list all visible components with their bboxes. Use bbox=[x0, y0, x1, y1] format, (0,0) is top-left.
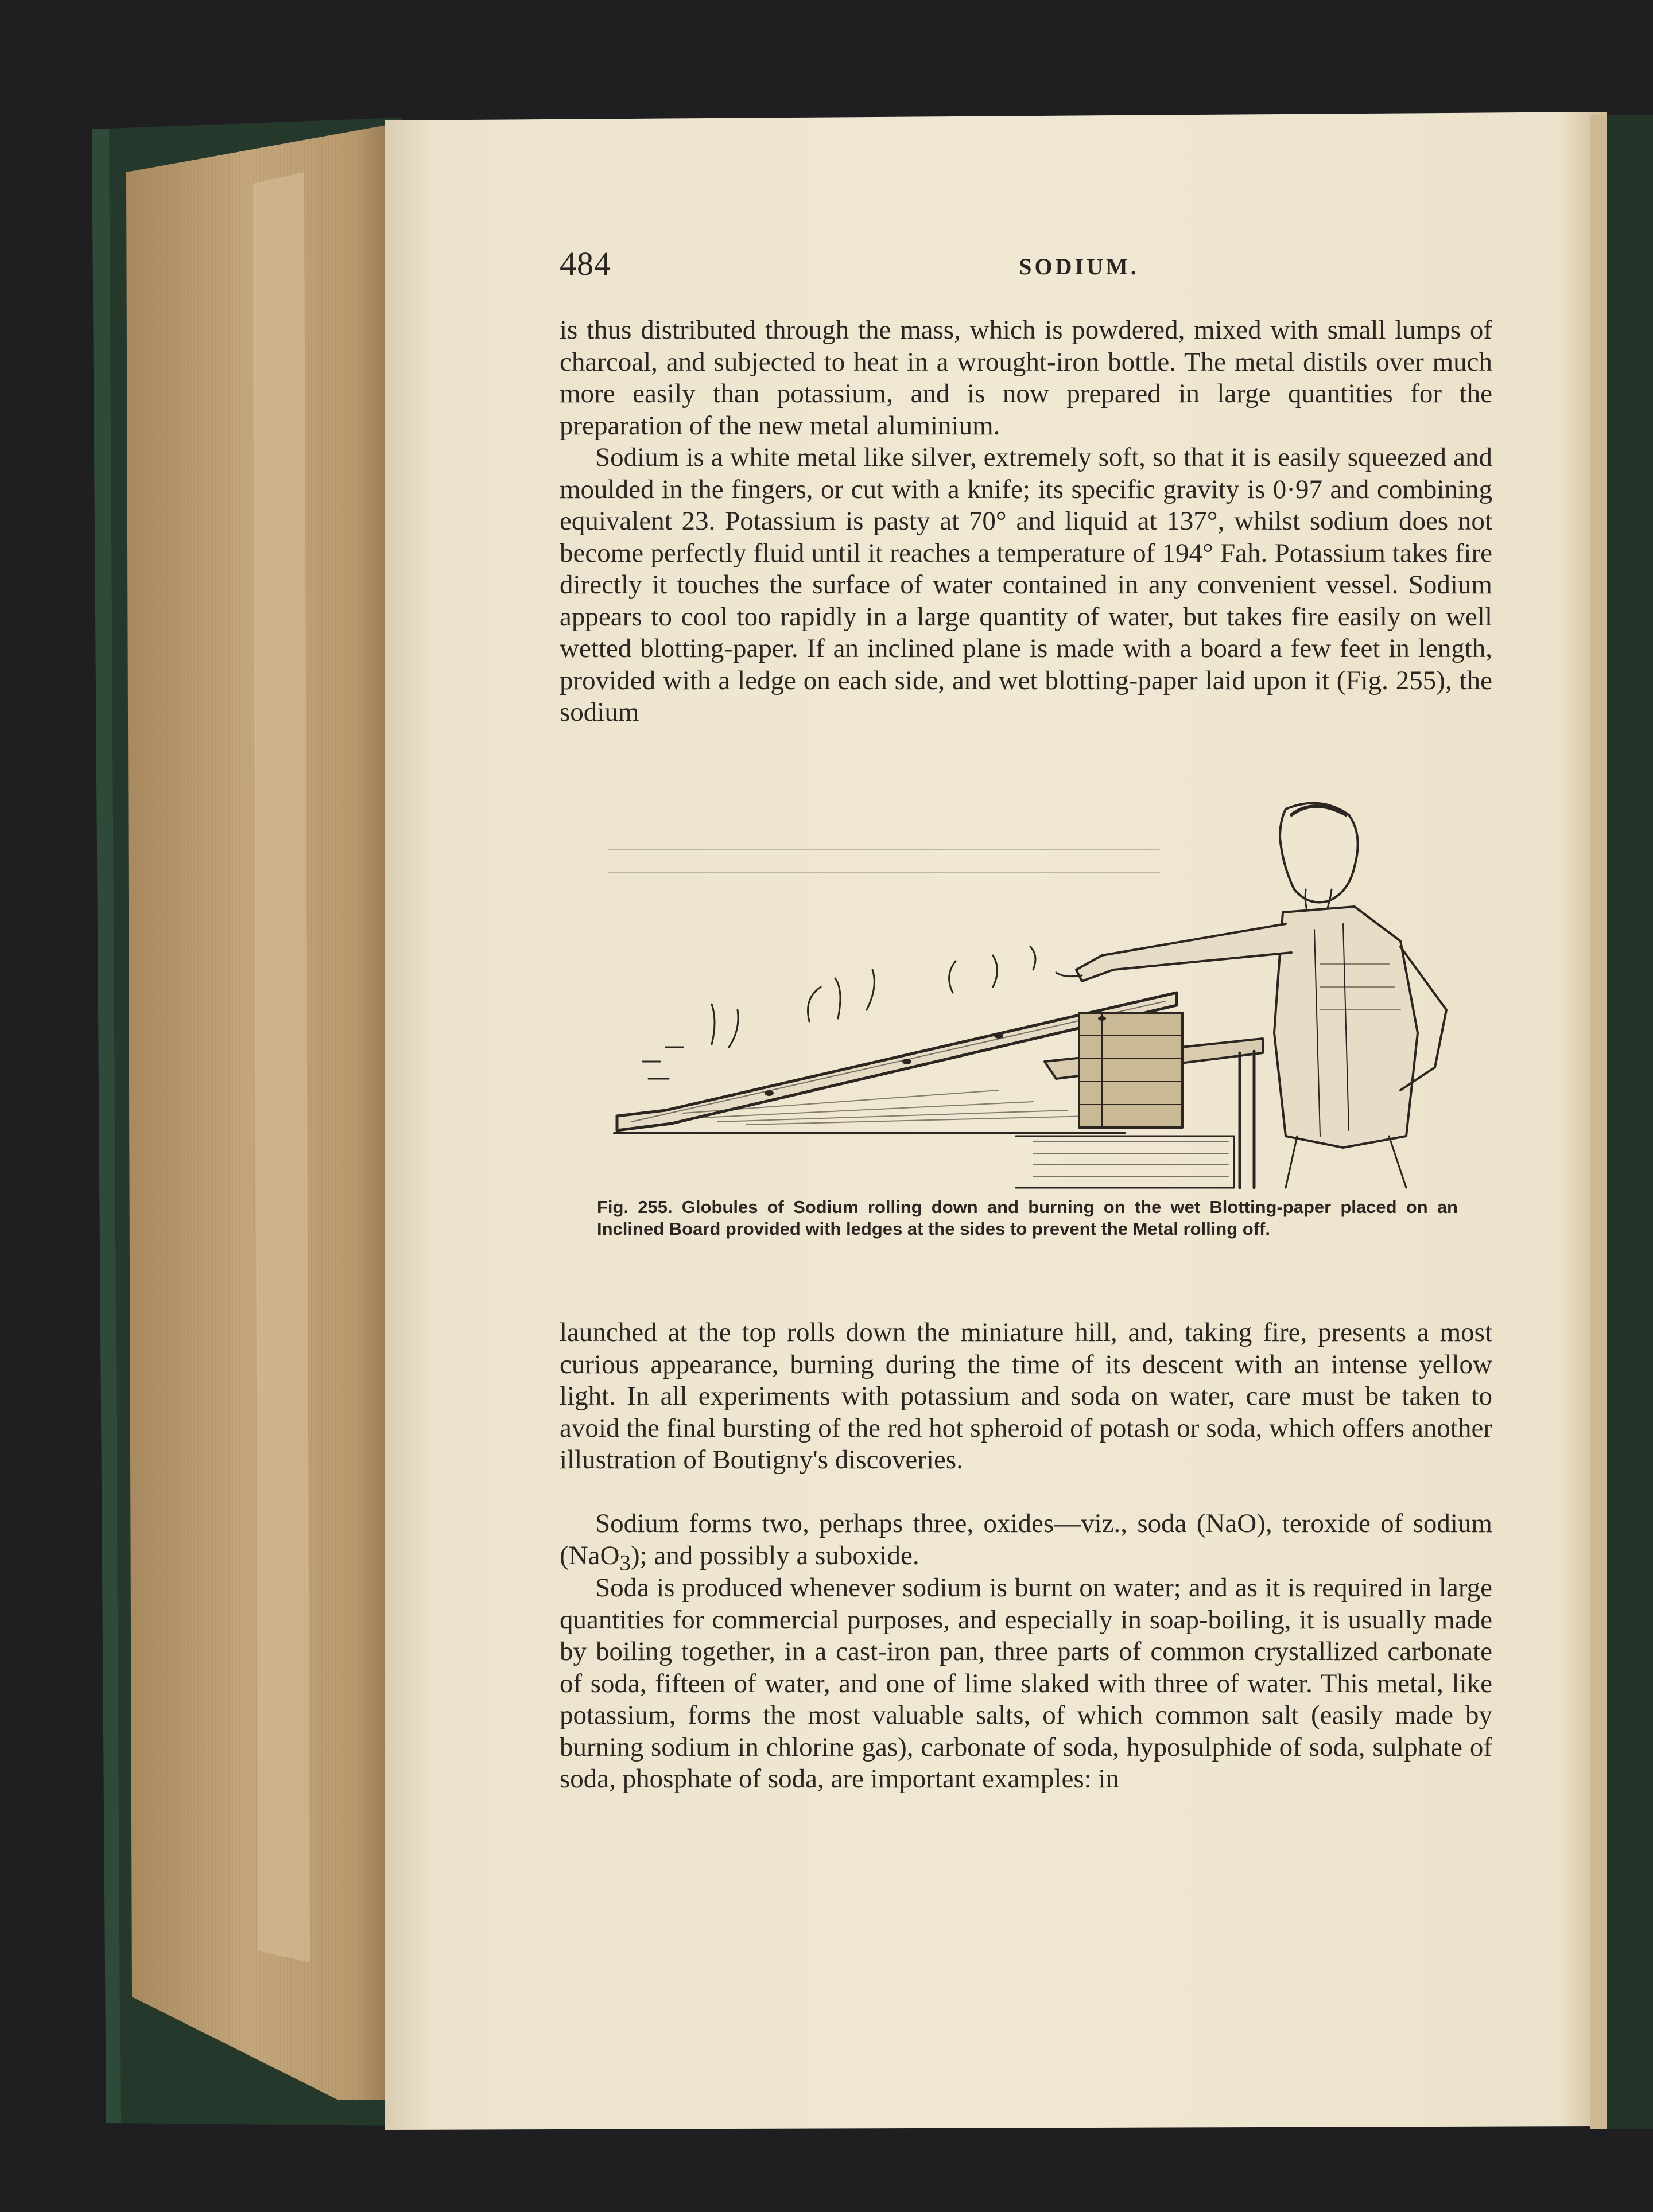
running-head: SODIUM. bbox=[1019, 254, 1139, 279]
paragraph-text: ); and possibly a suboxide. bbox=[630, 1540, 919, 1570]
subscript: 3 bbox=[619, 1550, 631, 1575]
figure-illustration bbox=[597, 792, 1481, 1194]
paragraph bbox=[560, 1508, 1492, 1579]
figure-caption: Fig. 255. Globules of Sodium rolling down and burning on the wet Blotting-paper placed on an Inclined Board provided with ledges at the sides to prevent the Metal rolling off. bbox=[597, 1197, 1458, 1239]
page-number: 484 bbox=[560, 245, 611, 282]
paragraph: launched at the top rolls down the miniature hill, and, taking fire, presents a most curious appearance, burning during the time of its descent with an intense yellow light. In all experiments with potassium and soda on water, care must be taken to avoid the final bursting of the red hot spheroid of potash or soda, which offers another illustration of Boutigny's discoveries. bbox=[560, 1317, 1492, 1475]
paragraph-text: Sodium forms two, perhaps three, oxides—viz., soda (NaO), teroxide of sodium (NaO bbox=[560, 1509, 1492, 1570]
paragraph: is thus distributed through the mass, which is powdered, mixed with small lumps of charcoal, and subjected to heat in a wrought-iron bottle. The metal distils over much more easily than potassium, and is now prepared in large quantities for the preparation of the new metal aluminium. bbox=[560, 315, 1492, 441]
paragraph: Sodium is a white metal like silver, extremely soft, so that it is easily squeezed and moulded in the fingers, or cut with a knife; its specific gravity is 0·97 and combining equivalent 23. Potassium is pasty at 70° and liquid at 137°, whilst sodium does not become perfectly fluid until it reaches a temperature of 194° Fah. Potassium takes fire directly it touches the surface of water contained in any convenient vessel. Sodium appears to cool too rapidly in a large quantity of water, but takes fire easily on well wetted blotting-paper. If an inclined plane is made with a board a few feet in length, provided with a ledge on each side, and wet blotting-paper laid upon it (Fig. 255), the sodium bbox=[560, 442, 1492, 727]
paragraph: Soda is produced whenever sodium is burnt on water; and as it is required in large quantities for commercial purposes, and especially in soap-boiling, it is usually made by boiling together, in a cast-iron pan, three parts of common crystallized carbonate of soda, fifteen of water, and one of lime slaked with three of water. This metal, like potassium, forms the most valuable salts, of which common salt (easily made by burning sodium in chlorine gas), carbonate of soda, hyposulphide of soda, sulphate of soda, phosphate of soda, are important examples: in bbox=[560, 1573, 1492, 1794]
experimenter bbox=[1280, 803, 1358, 903]
